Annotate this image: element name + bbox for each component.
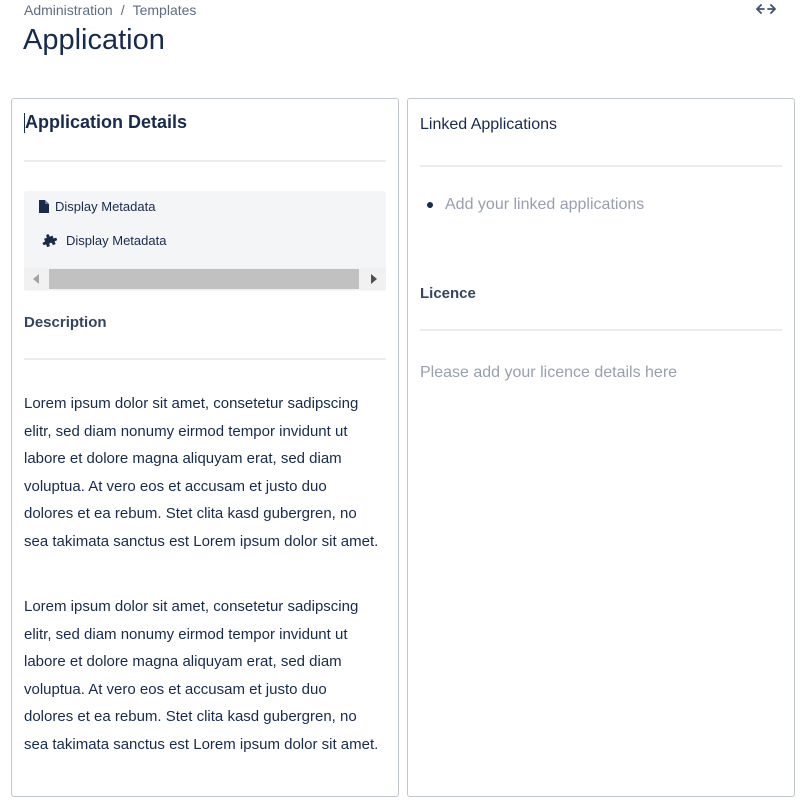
bullet-icon (427, 202, 433, 208)
puzzle-icon (42, 234, 57, 247)
application-details-title[interactable]: Application Details (25, 112, 188, 132)
description-paragraph-1[interactable]: Lorem ipsum dolor sit amet, consetetur sadipscing elitr, sed diam nonumy eirmod tempor invidunt ut labore et dolore magna aliquyam erat, sed diam voluptua. At vero eos et accusam et justo duo dolores et ea rebum. Stet clita kasd gubergren, no sea takimata sanctus est Lorem ipsum dolor sit amet. (24, 395, 379, 550)
display-metadata-puzzle[interactable] (42, 233, 166, 248)
expand-horizontal-icon[interactable] (756, 2, 776, 19)
breadcrumb-separator: / (120, 2, 125, 18)
licence-placeholder[interactable]: Please add your licence details here (420, 364, 678, 381)
linked-applications-placeholder: Add your linked applications (445, 196, 645, 213)
licence-title: Licence (420, 285, 476, 302)
divider (24, 160, 386, 162)
page-title: Application (23, 24, 165, 56)
breadcrumb (24, 2, 196, 18)
linked-applications-title: Linked Applications (420, 116, 557, 133)
divider (420, 329, 782, 331)
file-icon (38, 200, 49, 213)
divider (420, 165, 782, 167)
display-metadata-label: Display Metadata (55, 199, 156, 214)
scrollbar-thumb[interactable] (49, 269, 359, 289)
description-paragraph-2[interactable]: Lorem ipsum dolor sit amet, consetetur sadipscing elitr, sed diam nonumy eirmod tempor invidunt ut labore et dolore magna aliquyam erat, sed diam voluptua. At vero eos et accusam et justo duo dolores et ea rebum. Stet clita kasd gubergren, no sea takimata sanctus est Lorem ipsum dolor sit amet. (24, 598, 379, 753)
display-metadata-file[interactable] (38, 199, 155, 214)
breadcrumb-item-administration[interactable]: Administration (24, 2, 113, 18)
linked-applications-list (420, 196, 644, 214)
scroll-left-arrow-icon[interactable] (24, 268, 48, 290)
display-metadata-label: Display Metadata (66, 233, 167, 248)
scroll-right-arrow-icon[interactable] (362, 268, 386, 290)
description-title: Description (24, 314, 107, 331)
breadcrumb-item-templates[interactable]: Templates (132, 2, 197, 18)
divider (24, 358, 386, 360)
list-item[interactable] (420, 196, 644, 214)
horizontal-scrollbar[interactable] (24, 268, 386, 290)
